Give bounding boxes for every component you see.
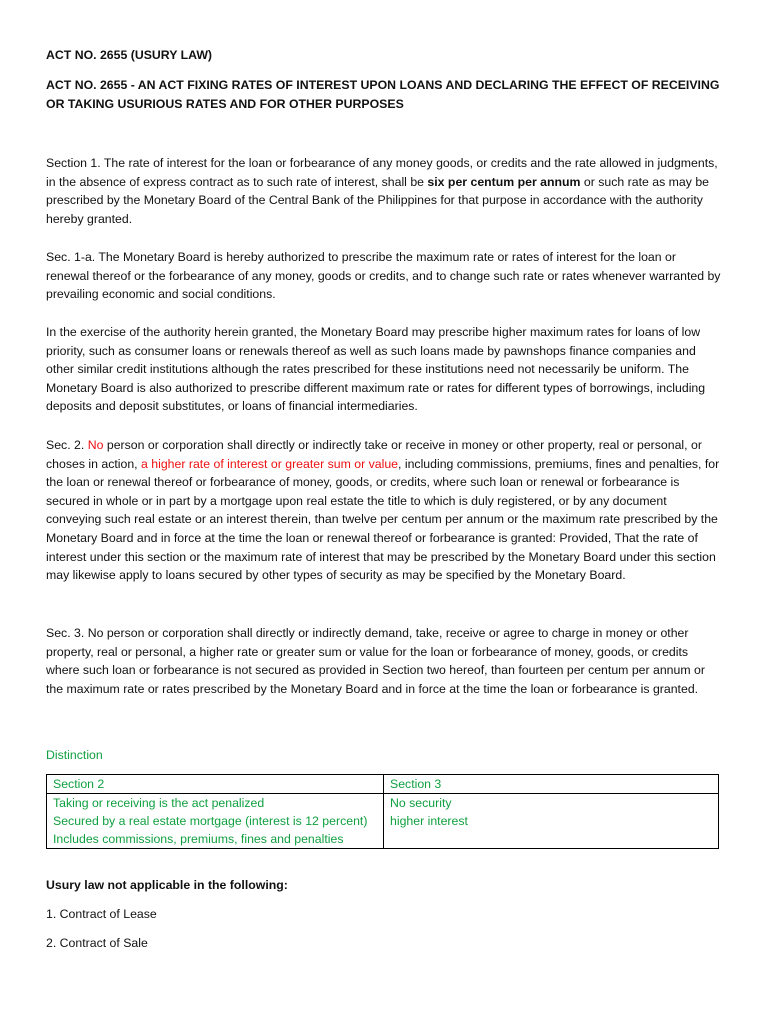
distinction-table xyxy=(46,774,719,849)
section-2-red-phrase: a higher rate of interest or greater sum or value xyxy=(141,456,399,471)
table-header-row xyxy=(47,775,719,794)
exercise-paragraph: In the exercise of the authority herein granted, the Monetary Board may prescribe higher maximum rates for loans of low priority, such as consumer loans or renewals thereof as well as such loans made by pawnshops finance companies and other similar credit institutions although the rates prescribed for these institutions need not necessarily be uniform. The Monetary Board is also authorized to prescribe different maximum rate or rates for different types of borrowings, including deposits and deposit substitutes, or loans of financial intermediaries. xyxy=(46,325,706,414)
document-title: ACT NO. 2655 (USURY LAW) xyxy=(46,48,213,62)
section-1-bold-rate: six per centum per annum xyxy=(427,174,581,189)
not-applicable-item-1: 1. Contract of Lease xyxy=(46,907,157,921)
section-2-text-b: person or corporation shall directly or indirectly take or receive in money or other property, real or personal, or choses in action, xyxy=(46,438,702,471)
table-cell-section-3 xyxy=(384,794,719,849)
table-header-section-3: Section 3 xyxy=(384,775,719,794)
table-cell-section-2 xyxy=(47,794,384,849)
not-applicable-heading: Usury law not applicable in the following: xyxy=(46,878,288,892)
section-2-red-no: No xyxy=(87,438,104,452)
document-subtitle: ACT NO. 2655 - AN ACT FIXING RATES OF INTEREST UPON LOANS AND DECLARING THE EFFECT OF RECEIVING OR TAKING USURIOUS RATES AND FOR OTHER PURPOSES xyxy=(46,78,720,111)
section-2-paragraph xyxy=(46,436,722,585)
list-item: Includes commissions, premiums, fines and penalties xyxy=(53,832,344,846)
list-item: Taking or receiving is the act penalized xyxy=(53,796,265,810)
distinction-heading: Distinction xyxy=(46,748,103,762)
section-1-text-b: or such rate as may be prescribed by the Monetary Board of the Central Bank of the Philippines for that purpose in accordance with the authority hereby granted. xyxy=(46,174,709,226)
table-row xyxy=(47,794,719,849)
section-1-paragraph xyxy=(46,154,722,228)
section-2-text-c: , including commissions, premiums, fines and penalties, for the loan or renewal thereof or forbearance of money, goods, or credits, where such loan or renewal or forbearance is secured in whole or in part by a mortgage upon real estate the title to which is duly registered, or by any document conveying such real estate or an interest therein, than twelve per centum per annum or the maximum rate prescribed by the Monetary Board and in force at the time the loan or renewal thereof or forbearance is granted: Provided, That the rate of interest under this section or the maximum rate of interest that may be prescribed by the Monetary Board under this section may likewise apply to loans secured by other types of security as may be specified by the Monetary Board. xyxy=(46,456,720,583)
list-item: higher interest xyxy=(390,814,468,828)
section-2-text-a: Sec. 2. xyxy=(46,438,88,452)
section-1-text-a: Section 1. The rate of interest for the loan or forbearance of any money goods, or credits and the rate allowed in judgments, in the absence of express contract as to such rate of interest, shall be xyxy=(46,156,718,189)
not-applicable-item-2: 2. Contract of Sale xyxy=(46,936,148,950)
section-1a-paragraph: Sec. 1-a. The Monetary Board is hereby authorized to prescribe the maximum rate or rates of interest for the loan or renewal thereof or the forbearance of any money, goods or credits, and to change such rate or rates whenever warranted by prevailing economic and social conditions. xyxy=(46,250,721,302)
list-item: No security xyxy=(390,796,452,810)
list-item: Secured by a real estate mortgage (interest is 12 percent) xyxy=(53,814,368,828)
section-3-paragraph: Sec. 3. No person or corporation shall directly or indirectly demand, take, receive or agree to charge in money or other property, real or personal, a higher rate or greater sum or value for the loan or forbearance of money, goods, or credits where such loan or forbearance is not secured as provided in Section two hereof, than fourteen per centum per annum or the maximum rate or rates prescribed by the Monetary Board and in force at the time the loan or forbearance is granted. xyxy=(46,626,705,696)
table-header-section-2: Section 2 xyxy=(47,775,384,794)
